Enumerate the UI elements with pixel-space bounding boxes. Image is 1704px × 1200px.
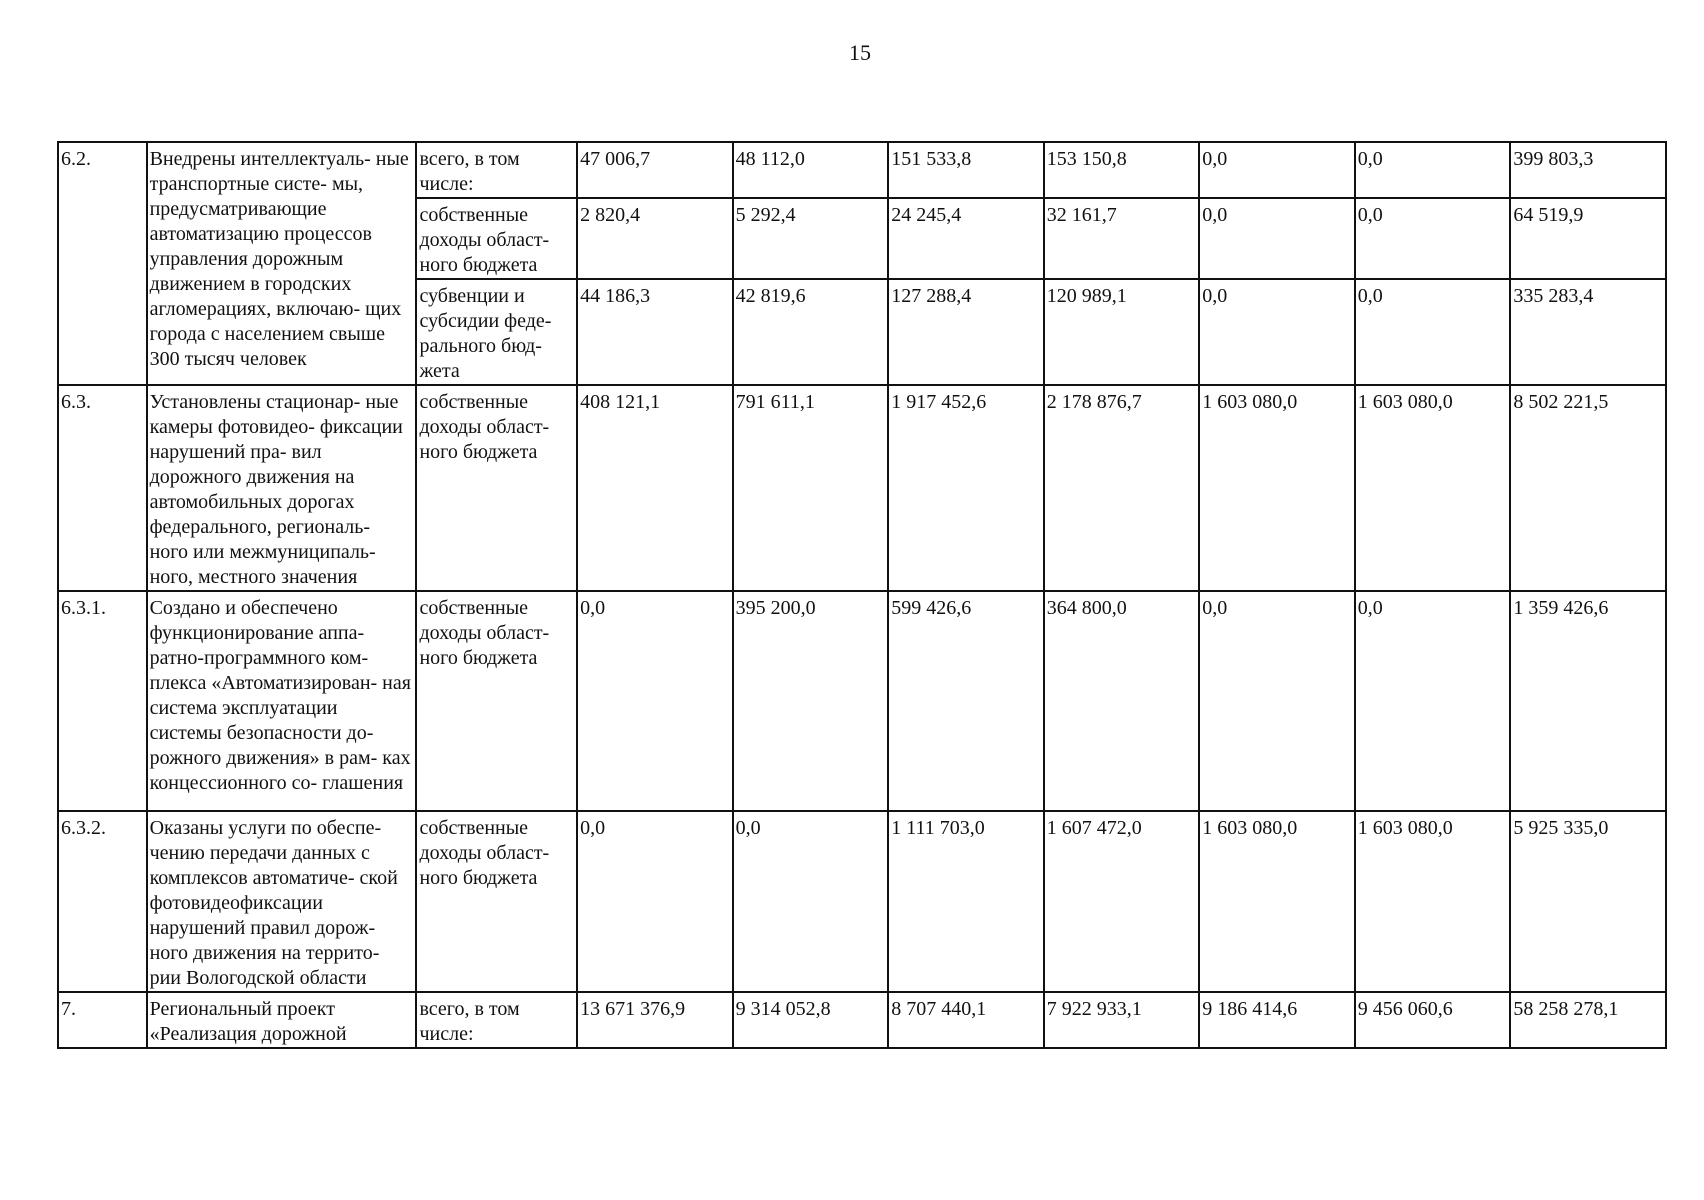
row-description: Создано и обеспечено функционирование аппа- ратно-программного ком- плекса «Автоматизирован- ная система эксплуатации системы безопасности до- рожного движения» в рам- ках концессионного со- глашения: [147, 591, 417, 811]
funding-source: всего, в том числе:: [416, 142, 577, 198]
value-cell: 151 533,8: [888, 142, 1044, 198]
row-number: 6.3.2.: [58, 811, 147, 992]
value-cell: 0,0: [1199, 279, 1355, 385]
table-row: [58, 385, 1666, 591]
total-value-cell: 8 502 221,5: [1510, 385, 1666, 591]
value-cell: 0,0: [1199, 142, 1355, 198]
value-cell: 1 917 452,6: [888, 385, 1044, 591]
row-description: Региональный проект «Реализация дорожной: [147, 992, 417, 1048]
row-number: 7.: [58, 992, 147, 1048]
value-cell: 2 820,4: [577, 198, 733, 279]
value-cell: 48 112,0: [733, 142, 889, 198]
total-value-cell: 5 925 335,0: [1510, 811, 1666, 992]
value-cell: 120 989,1: [1044, 279, 1200, 385]
value-cell: 7 922 933,1: [1044, 992, 1200, 1048]
row-number: 6.2.: [58, 142, 147, 385]
value-cell: 791 611,1: [733, 385, 889, 591]
value-cell: 9 314 052,8: [733, 992, 889, 1048]
total-value-cell: 58 258 278,1: [1510, 992, 1666, 1048]
value-cell: 599 426,6: [888, 591, 1044, 811]
table-row: [58, 591, 1666, 811]
value-cell: 8 707 440,1: [888, 992, 1044, 1048]
value-cell: 408 121,1: [577, 385, 733, 591]
value-cell: 9 186 414,6: [1199, 992, 1355, 1048]
value-cell: 1 603 080,0: [1355, 811, 1511, 992]
funding-source: собственные доходы област- ного бюджета: [416, 385, 577, 591]
total-value-cell: 399 803,3: [1510, 142, 1666, 198]
value-cell: 0,0: [577, 591, 733, 811]
funding-source: всего, в том числе:: [416, 992, 577, 1048]
row-description: Оказаны услуги по обеспе- чению передачи данных с комплексов автоматиче- ской фотовидеофиксации нарушений правил дорож- ного движения на террито- рии Вологодской области: [147, 811, 417, 992]
value-cell: 0,0: [733, 811, 889, 992]
value-cell: 24 245,4: [888, 198, 1044, 279]
value-cell: 0,0: [1355, 198, 1511, 279]
value-cell: 1 111 703,0: [888, 811, 1044, 992]
funding-source: собственные доходы област- ного бюджета: [416, 198, 577, 279]
budget-table: [57, 141, 1667, 1049]
value-cell: 13 671 376,9: [577, 992, 733, 1048]
value-cell: 1 603 080,0: [1199, 811, 1355, 992]
page-number: 15: [849, 40, 871, 65]
row-number: 6.3.1.: [58, 591, 147, 811]
value-cell: 0,0: [1355, 142, 1511, 198]
total-value-cell: 335 283,4: [1510, 279, 1666, 385]
table-row: [58, 992, 1666, 1048]
total-value-cell: 64 519,9: [1510, 198, 1666, 279]
table-body: [58, 142, 1666, 1048]
value-cell: 153 150,8: [1044, 142, 1200, 198]
value-cell: 0,0: [1199, 591, 1355, 811]
total-value-cell: 1 359 426,6: [1510, 591, 1666, 811]
value-cell: 0,0: [1199, 198, 1355, 279]
table-row: [58, 142, 1666, 198]
value-cell: 1 603 080,0: [1355, 385, 1511, 591]
value-cell: 0,0: [1355, 591, 1511, 811]
value-cell: 32 161,7: [1044, 198, 1200, 279]
row-description: Установлены стационар- ные камеры фотовидео- фиксации нарушений пра- вил дорожного движения на автомобильных дорогах федерального, региональ- ного или межмуниципаль- ного, местного значения: [147, 385, 417, 591]
value-cell: 2 178 876,7: [1044, 385, 1200, 591]
value-cell: 364 800,0: [1044, 591, 1200, 811]
value-cell: 42 819,6: [733, 279, 889, 385]
value-cell: 0,0: [577, 811, 733, 992]
value-cell: 127 288,4: [888, 279, 1044, 385]
value-cell: 47 006,7: [577, 142, 733, 198]
value-cell: 5 292,4: [733, 198, 889, 279]
row-description: Внедрены интеллектуаль- ные транспортные систе- мы, предусматривающие автоматизацию процессов управления дорожным движением в городских агломерациях, включаю- щих города с населением свыше 300 тысяч человек: [147, 142, 417, 385]
row-number: 6.3.: [58, 385, 147, 591]
value-cell: 0,0: [1355, 279, 1511, 385]
table-row: [58, 811, 1666, 992]
value-cell: 1 607 472,0: [1044, 811, 1200, 992]
value-cell: 44 186,3: [577, 279, 733, 385]
funding-source: собственные доходы област- ного бюджета: [416, 811, 577, 992]
funding-source: собственные доходы област- ного бюджета: [416, 591, 577, 811]
value-cell: 1 603 080,0: [1199, 385, 1355, 591]
value-cell: 395 200,0: [733, 591, 889, 811]
value-cell: 9 456 060,6: [1355, 992, 1511, 1048]
funding-source: субвенции и субсидии феде- рального бюд- жета: [416, 279, 577, 385]
